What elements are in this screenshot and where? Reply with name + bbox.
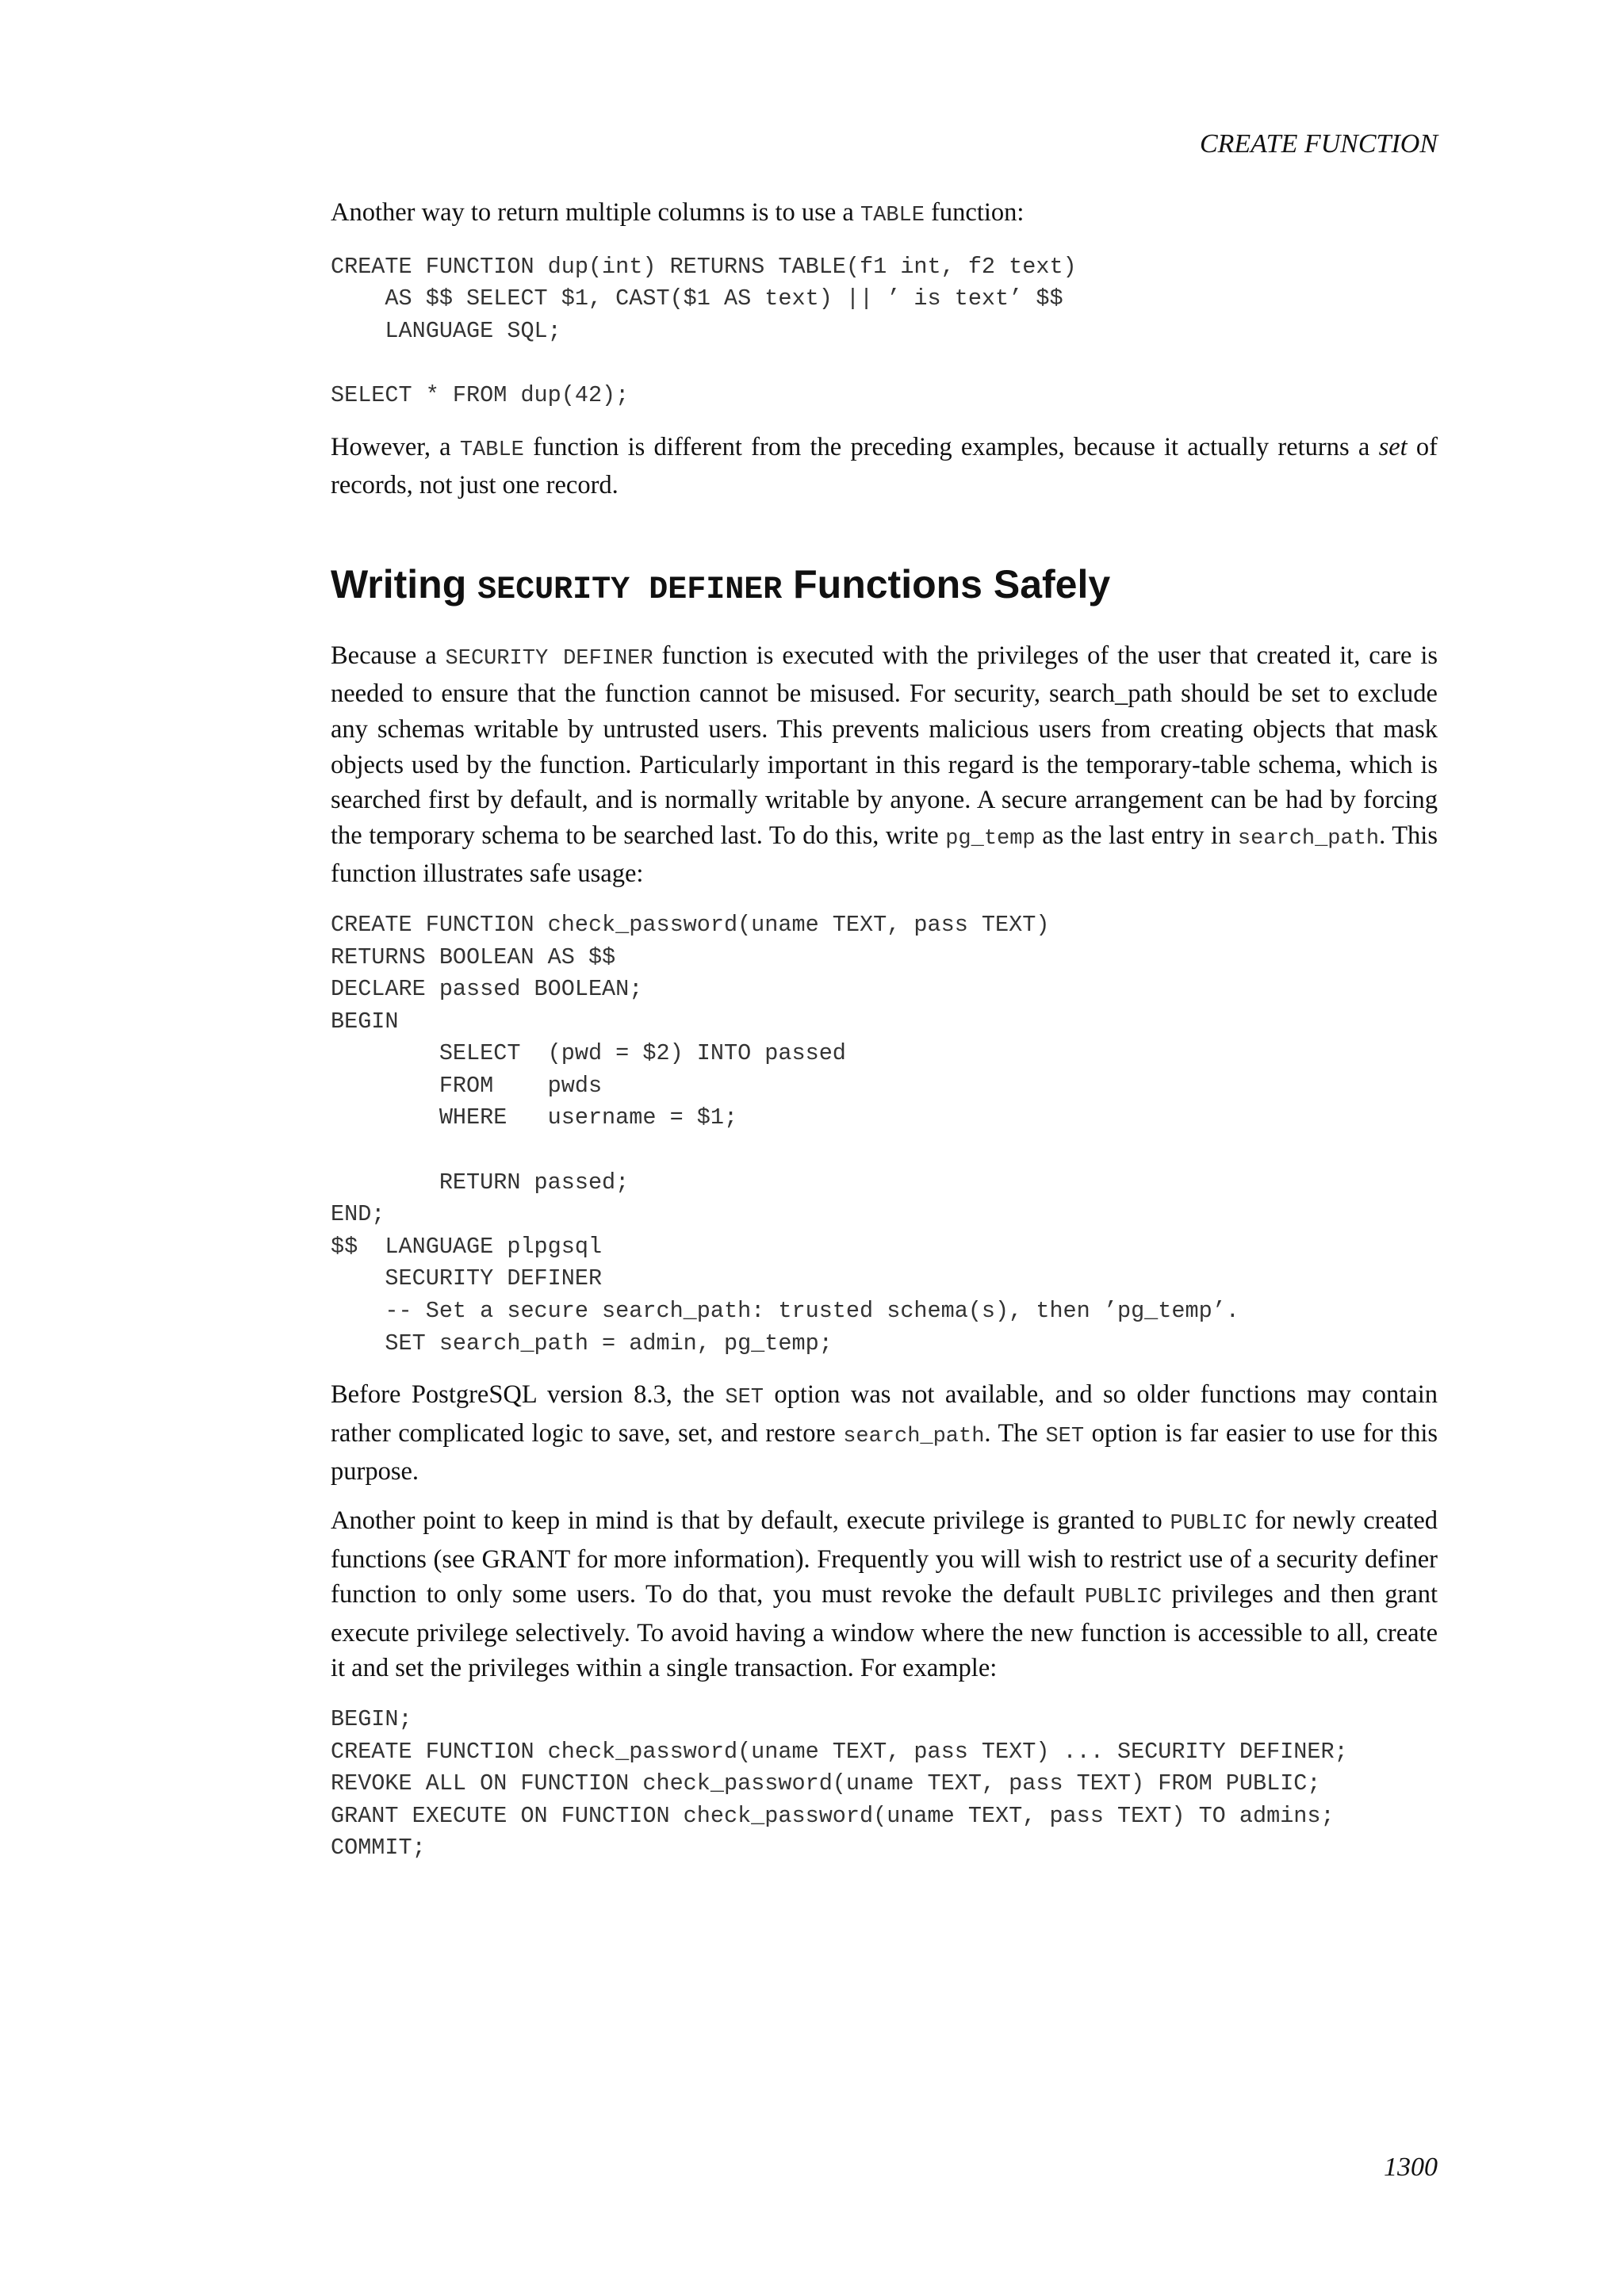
code-line: CREATE FUNCTION dup(int) RETURNS TABLE(f1 int, f2 text) [331,253,1077,280]
text-run: Another way to return multiple columns is to use a [331,198,860,227]
code-line [331,1135,1438,1167]
text-run: Another point to keep in mind is that by default, execute privilege is granted to [331,1506,1170,1535]
text-run: for newly created functions (see GRANT for more information). Frequently you will wish to restrict use of a security definer function to only some users. To do that, you must revoke the default [331,1506,1438,1609]
inline-code: search_path [1237,826,1380,851]
privilege-paragraph [331,1503,1438,1686]
code-line: RETURNS BOOLEAN AS $$ [331,943,616,970]
text-run: option was not available, and so older functions may contain rather complicated logic to save, set, and restore [331,1380,1438,1448]
document-page [331,0,1438,2296]
text-run: of records, not just one record. [331,432,1438,500]
text-run: . The [984,1418,1046,1448]
text-run: . This function illustrates safe usage: [331,821,1438,889]
code-line: RETURN passed; [331,1169,630,1196]
text-run: privileges and then grant execute privilege selectively. To avoid having a window where the new function is accessible to all, create it and set the privileges within a single transaction. For example: [331,1580,1438,1683]
emphasis: set [1378,432,1408,461]
inline-code: PUBLIC [1170,1512,1247,1536]
inline-code: TABLE [860,204,925,228]
section-title [331,561,1438,614]
text-run: as the last entry in [1035,821,1238,850]
page-content [331,195,1438,1865]
title-text: Functions Safely [782,561,1111,607]
code-line: END; [331,1201,385,1228]
code-line [331,347,1438,380]
title-text: Writing [331,561,478,607]
text-run: Because a [331,641,446,670]
code-line: SELECT * FROM dup(42); [331,381,630,408]
code-line: LANGUAGE SQL; [331,317,561,344]
code-block-transaction [331,1704,1438,1865]
code-line: SECURITY DEFINER [331,1265,603,1292]
text-run: Before PostgreSQL version 8.3, the [331,1380,726,1410]
text-run: However, a [331,432,460,461]
inline-code: SET [1045,1424,1085,1448]
code-line: COMMIT; [331,1835,426,1862]
inline-code: SECURITY DEFINER [445,646,653,671]
however-paragraph [331,430,1438,503]
code-line: WHERE username = $1; [331,1104,738,1131]
text-run: function: [924,198,1025,227]
code-block-dup-function [331,251,1438,412]
inline-code: search_path [843,1424,985,1448]
inline-code: SET [725,1386,764,1410]
text-run: function is different from the preceding examples, because it actually returns a [523,432,1379,461]
security-paragraph [331,638,1438,892]
before-version-paragraph [331,1377,1438,1490]
code-line: AS $$ SELECT $1, CAST($1 AS text) || ’ is text’ $$ [331,285,1063,312]
intro-paragraph [331,195,1438,234]
code-line: FROM pwds [331,1072,603,1099]
inline-code: PUBLIC [1084,1586,1162,1610]
code-line: $$ LANGUAGE plpgsql [331,1233,603,1260]
inline-code: TABLE [459,438,524,462]
text-run: function is executed with the privileges of the user that created it, care is needed to ensure that the function cannot be misused. For security, search_path should be set to exclude any schemas writable by untrusted users. This prevents malicious users from creating objects that mask objects used by the function. Particularly important in this regard is the temporary-table schema, which is searched first by default, and is normally writable by anyone. A secure arrangement can be had by forcing the temporary schema to be searched last. To do this, write [331,641,1438,850]
title-code: SECURITY DEFINER [477,572,783,608]
code-line: SET search_path = admin, pg_temp; [331,1330,833,1357]
page-number: 1300 [1384,2152,1438,2182]
text-run: option is far easier to use for this purpose. [331,1418,1438,1487]
code-line: DECLARE passed BOOLEAN; [331,976,643,1003]
code-block-check-password [331,909,1438,1360]
code-line: -- Set a secure search_path: trusted schema(s), then ’pg_temp’. [331,1298,1239,1325]
code-line: CREATE FUNCTION check_password(uname TEXT, pass TEXT) [331,911,1050,938]
running-header: CREATE FUNCTION [1199,129,1438,159]
code-line: BEGIN [331,1008,399,1035]
code-line: SELECT (pwd = $2) INTO passed [331,1040,846,1067]
inline-code: pg_temp [945,826,1036,851]
code-line: BEGIN; [331,1705,412,1732]
code-line: GRANT EXECUTE ON FUNCTION check_password(uname TEXT, pass TEXT) TO admins; [331,1802,1335,1829]
code-line: REVOKE ALL ON FUNCTION check_password(uname TEXT, pass TEXT) FROM PUBLIC; [331,1770,1321,1797]
code-line: CREATE FUNCTION check_password(uname TEXT, pass TEXT) ... SECURITY DEFINER; [331,1738,1348,1765]
